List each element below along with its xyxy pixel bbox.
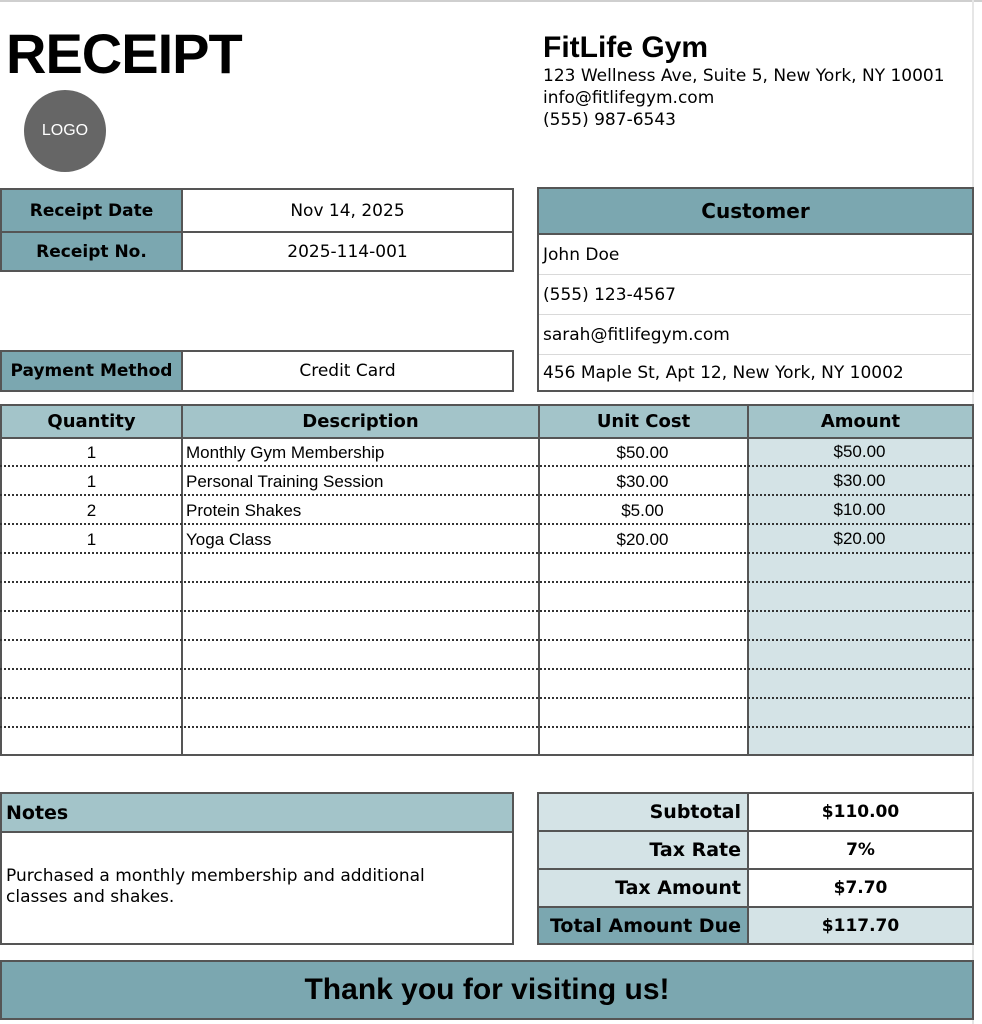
payment-method-value[interactable]: Credit Card bbox=[299, 361, 396, 381]
receipt-date-label: Receipt Date bbox=[2, 190, 181, 231]
column-header-description: Description bbox=[183, 406, 538, 437]
item-quantity[interactable]: 1 bbox=[86, 443, 97, 462]
tax-rate-value[interactable]: 7% bbox=[846, 840, 875, 860]
item-quantity[interactable]: 1 bbox=[86, 472, 97, 491]
customer-phone[interactable]: (555) 123-4567 bbox=[539, 275, 971, 315]
notes-text[interactable]: Purchased a monthly membership and additional classes and shakes. bbox=[6, 866, 425, 907]
row-divider bbox=[0, 697, 974, 699]
item-amount: $30.00 bbox=[833, 471, 886, 490]
item-description[interactable]: Monthly Gym Membership bbox=[186, 443, 385, 462]
divider bbox=[747, 794, 749, 943]
logo-placeholder bbox=[24, 90, 106, 172]
item-unit-cost[interactable]: $30.00 bbox=[616, 472, 669, 491]
divider bbox=[539, 868, 972, 870]
item-quantity[interactable]: 2 bbox=[86, 501, 97, 520]
tax-amount-value: $7.70 bbox=[833, 878, 888, 898]
item-amount: $50.00 bbox=[833, 442, 886, 461]
item-unit-cost[interactable]: $5.00 bbox=[621, 501, 664, 520]
business-phone: (555) 987-6543 bbox=[543, 110, 676, 130]
subtotal-value: $110.00 bbox=[821, 802, 900, 822]
customer-name[interactable]: John Doe bbox=[539, 235, 971, 275]
tax-rate-label: Tax Rate bbox=[539, 832, 747, 868]
divider bbox=[181, 190, 183, 270]
item-description[interactable]: Protein Shakes bbox=[186, 501, 302, 520]
receipt-title: RECEIPT bbox=[6, 22, 242, 85]
customer-header: Customer bbox=[539, 189, 972, 233]
row-divider bbox=[0, 610, 974, 612]
item-description[interactable]: Personal Training Session bbox=[186, 472, 384, 491]
divider bbox=[539, 830, 972, 832]
row-divider bbox=[0, 668, 974, 670]
subtotal-label: Subtotal bbox=[539, 794, 747, 830]
item-unit-cost[interactable]: $50.00 bbox=[616, 443, 669, 462]
tax-amount-label: Tax Amount bbox=[539, 870, 747, 906]
column-header-amount: Amount bbox=[749, 406, 972, 437]
item-quantity[interactable]: 1 bbox=[86, 530, 97, 549]
divider bbox=[181, 352, 183, 390]
item-amount: $20.00 bbox=[833, 529, 886, 548]
totals-table bbox=[537, 792, 974, 945]
notes-header: Notes bbox=[2, 794, 512, 831]
sheet-top-border bbox=[0, 0, 982, 2]
row-divider bbox=[0, 726, 974, 728]
item-description[interactable]: Yoga Class bbox=[186, 530, 272, 549]
customer-email[interactable]: sarah@fitlifegym.com bbox=[539, 315, 971, 355]
divider bbox=[539, 906, 972, 908]
payment-method-table bbox=[0, 350, 514, 392]
item-unit-cost[interactable]: $20.00 bbox=[616, 530, 669, 549]
receipt-number-label: Receipt No. bbox=[2, 233, 181, 270]
receipt-info-table bbox=[0, 188, 514, 272]
thank-you-banner bbox=[0, 960, 974, 1020]
business-email: info@fitlifegym.com bbox=[543, 88, 715, 108]
customer-table bbox=[537, 187, 974, 392]
row-divider bbox=[0, 581, 974, 583]
divider bbox=[181, 406, 183, 754]
payment-method-label: Payment Method bbox=[2, 352, 181, 390]
row-divider bbox=[0, 639, 974, 641]
divider bbox=[2, 831, 512, 833]
receipt-date-value[interactable]: Nov 14, 2025 bbox=[290, 200, 405, 221]
column-header-quantity: Quantity bbox=[2, 406, 181, 437]
thank-you-message: Thank you for visiting us! bbox=[304, 973, 670, 1006]
column-header-unit-cost: Unit Cost bbox=[540, 406, 747, 437]
total-due-label: Total Amount Due bbox=[539, 908, 747, 943]
business-address: 123 Wellness Ave, Suite 5, New York, NY 10001 bbox=[543, 66, 945, 86]
total-due-value: $117.70 bbox=[749, 908, 972, 943]
business-name: FitLife Gym bbox=[543, 31, 709, 64]
divider bbox=[2, 231, 512, 233]
receipt-number-value[interactable]: 2025-114-001 bbox=[287, 241, 408, 262]
logo-text: LOGO bbox=[41, 122, 89, 139]
customer-address[interactable]: 456 Maple St, Apt 12, New York, NY 10002 bbox=[543, 362, 904, 383]
item-amount: $10.00 bbox=[833, 500, 886, 519]
